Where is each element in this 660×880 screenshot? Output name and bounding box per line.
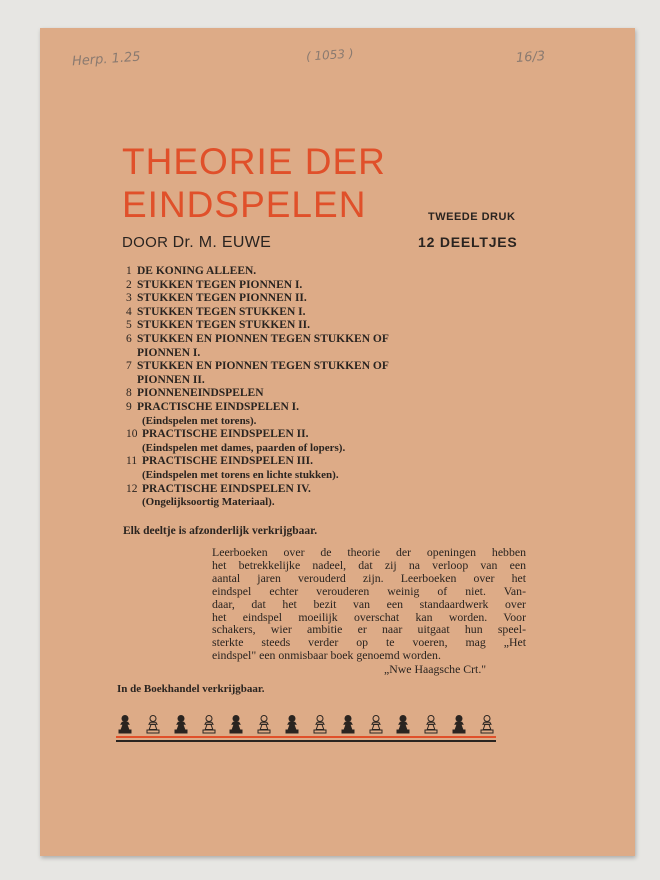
volume-number: 5	[126, 319, 132, 332]
title-line-1: THEORIE DER	[122, 141, 386, 182]
volume-item	[126, 279, 466, 293]
black-pawn-icon	[283, 714, 301, 734]
volume-subtitle: (Ongelijksoortig Materiaal).	[142, 496, 275, 509]
volume-title: PRACTISCHE EINDSPELEN II.	[142, 428, 309, 441]
volume-item	[126, 292, 466, 306]
volume-title: STUKKEN EN PIONNEN TEGEN STUKKEN OF	[137, 332, 389, 345]
volume-title: PRACTISCHE EINDSPELEN I.	[137, 400, 299, 413]
volume-title: STUKKEN TEGEN PIONNEN I.	[137, 278, 303, 291]
volume-title: STUKKEN TEGEN PIONNEN II.	[137, 292, 307, 305]
black-pawn-icon	[172, 714, 190, 734]
volume-subtitle: (Eindspelen met torens en lichte stukken).	[142, 468, 339, 481]
handwritten-note-right: 16/3	[515, 48, 546, 67]
volume-item	[126, 483, 466, 510]
volume-list	[126, 265, 466, 510]
author-name: Dr. M. EUWE	[172, 234, 272, 251]
volume-number: 1	[126, 265, 132, 277]
volume-number: 9	[126, 400, 132, 413]
white-pawn-icon	[144, 714, 162, 734]
volume-number: 8	[126, 387, 132, 400]
review-line: eindspel echter verouderen weinig of niet. Van-	[212, 583, 526, 598]
volume-subtitle: (Eindspelen met torens).	[142, 414, 257, 427]
review-line: het betrekkelijke nadeel, dat zij na verloop van een	[212, 557, 526, 572]
volume-title: PRACTISCHE EINDSPELEN IV.	[142, 482, 311, 495]
review-line: aantal jaren verouderd zijn. Leerboeken over het	[212, 570, 526, 585]
volume-title-continued: PIONNEN II.	[137, 373, 205, 386]
volume-title-continued: PIONNEN I.	[137, 346, 201, 359]
edition-label: TWEEDE DRUK	[428, 211, 516, 223]
pawn-border	[116, 710, 496, 734]
volume-item	[126, 387, 466, 401]
review-line: daar, dat het bezit van een standaardwerk over	[212, 596, 526, 611]
white-pawn-icon	[478, 714, 496, 734]
white-pawn-icon	[200, 714, 218, 734]
white-pawn-icon	[311, 714, 329, 734]
title-line-2: EINDSPELEN	[122, 184, 367, 225]
review-line: sterkte steeds verder op te voeren, mag „Het	[212, 635, 526, 650]
volume-title: PIONNENEINDSPELEN	[137, 387, 264, 400]
review-quote	[212, 546, 526, 662]
volume-item	[126, 428, 466, 455]
volume-number: 7	[126, 360, 132, 373]
volume-item	[126, 455, 466, 482]
volume-item	[126, 265, 466, 279]
volume-item	[126, 360, 466, 387]
review-line: Leerboeken over de theorie der openingen hebben	[212, 545, 526, 559]
author-line	[122, 234, 271, 252]
bookshop-note: In de Boekhandel verkrijgbaar.	[117, 683, 265, 695]
author-prefix: DOOR	[122, 234, 169, 251]
black-pawn-icon	[339, 714, 357, 734]
white-pawn-icon	[367, 714, 385, 734]
white-pawn-icon	[255, 714, 273, 734]
review-line: het eindspel moeilijk overschat kan worden. Voor	[212, 609, 526, 624]
volume-item	[126, 333, 466, 360]
volume-item	[126, 306, 466, 320]
book-title	[122, 140, 386, 226]
volume-number: 3	[126, 292, 132, 305]
white-pawn-icon	[422, 714, 440, 734]
volume-title: STUKKEN TEGEN STUKKEN II.	[137, 319, 310, 332]
volume-number: 12	[126, 482, 138, 495]
black-pawn-icon	[394, 714, 412, 734]
volume-item	[126, 319, 466, 333]
availability-note: Elk deeltje is afzonderlijk verkrijgbaar.	[123, 525, 318, 537]
black-pawn-icon	[116, 714, 134, 734]
volume-number: 10	[126, 428, 138, 441]
cover-sheet	[40, 28, 635, 856]
volume-title: STUKKEN EN PIONNEN TEGEN STUKKEN OF	[137, 360, 389, 373]
black-rule	[116, 740, 496, 742]
volume-number: 4	[126, 305, 132, 318]
volume-title: DE KONING ALLEEN.	[137, 265, 257, 277]
review-line: schakers, wier ambitie er naar uitgaat hun speel-	[212, 622, 526, 637]
handwritten-note-left: Herp. 1.25	[71, 49, 142, 70]
orange-rule	[116, 736, 496, 738]
volume-number: 6	[126, 332, 132, 345]
review-line: eindspel" een onmisbaar boek genoemd worden.	[212, 648, 441, 663]
black-pawn-icon	[450, 714, 468, 734]
handwritten-note-middle: ( 1053 )	[305, 46, 354, 64]
volume-title: PRACTISCHE EINDSPELEN III.	[142, 455, 313, 468]
black-pawn-icon	[227, 714, 245, 734]
volume-number: 11	[126, 455, 138, 468]
volume-title: STUKKEN TEGEN STUKKEN I.	[137, 305, 306, 318]
review-source: „Nwe Haagsche Crt."	[384, 662, 487, 676]
volume-subtitle: (Eindspelen met dames, paarden of lopers).	[142, 441, 346, 454]
volume-number: 2	[126, 278, 132, 291]
volume-count: 12 DEELTJES	[418, 234, 518, 250]
volume-item	[126, 401, 466, 428]
